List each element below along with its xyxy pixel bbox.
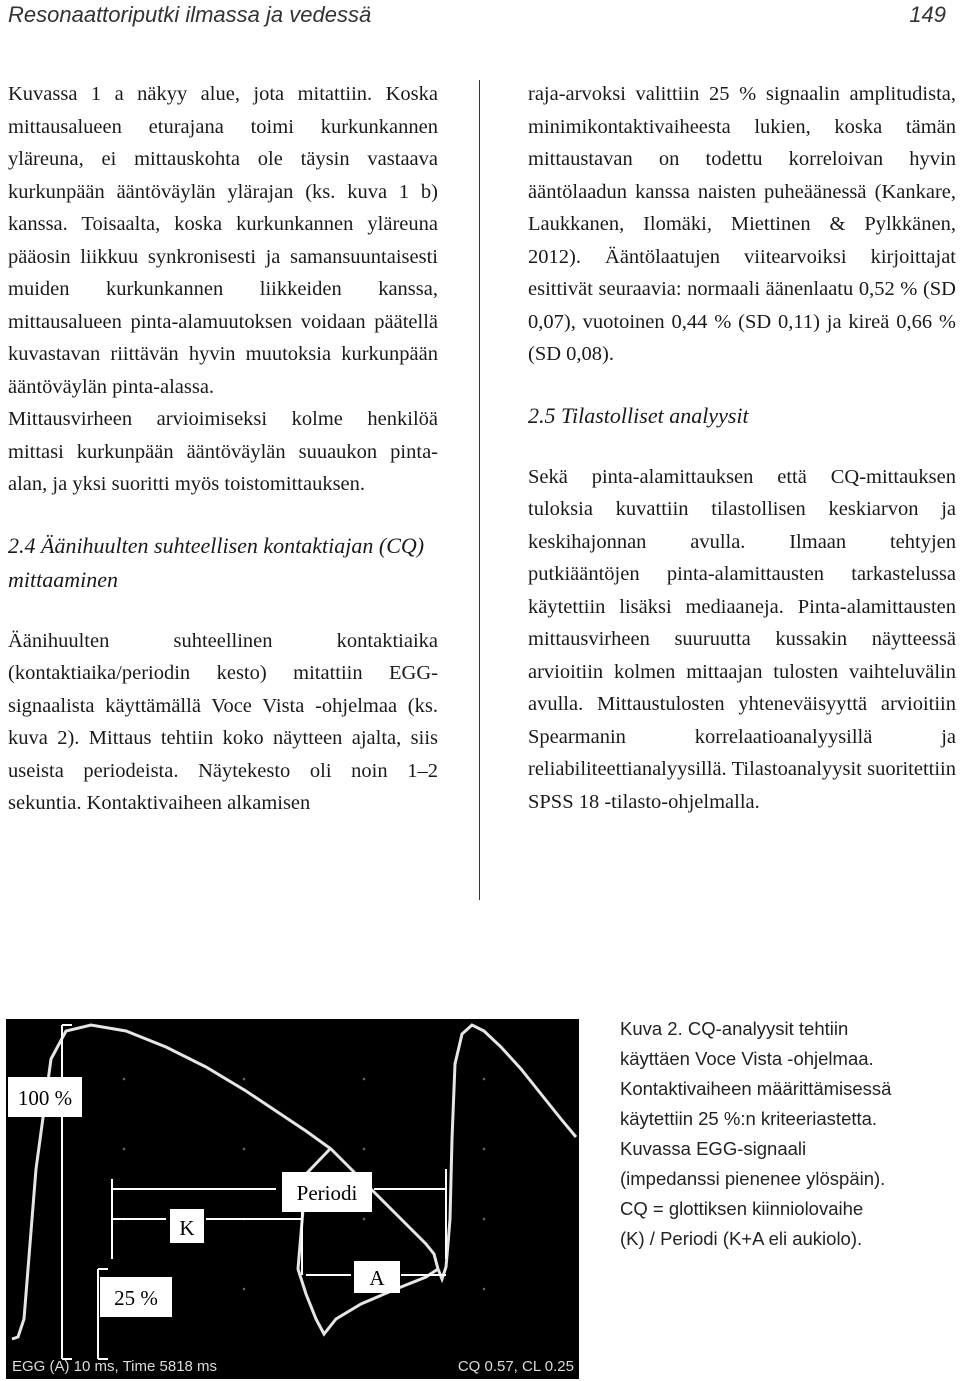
page-number: 149 xyxy=(909,2,946,27)
caption-line: (K) / Periodi (K+A eli aukiolo). xyxy=(620,1228,863,1249)
label-periodi: Periodi xyxy=(296,1181,358,1205)
caption-line: käyttäen Voce Vista -ohjelmaa. xyxy=(620,1048,874,1069)
caption-line: (impedanssi pienenee ylöspäin). xyxy=(620,1168,886,1189)
caption-line: Kontaktivaiheen määrittämisessä xyxy=(620,1078,892,1099)
left-paragraph-2: Mittausvirheen arvioimiseksi kolme henkilöä mittasi kurkunpään ääntöväylän suuaukon pinta-alan, ja yksi suoritti myös toistomittauksen. xyxy=(8,408,438,495)
caption-line: Kuvassa EGG-signaali xyxy=(620,1138,807,1159)
figure-caption xyxy=(620,1014,950,1254)
egg-figure-canvas xyxy=(6,1019,579,1379)
status-left: EGG (A) 10 ms, Time 5818 ms xyxy=(12,1358,218,1375)
left-column xyxy=(8,78,438,820)
label-a: A xyxy=(369,1266,385,1290)
label-25: 25 % xyxy=(114,1286,158,1310)
left-paragraph-1: Kuvassa 1 a näkyy alue, jota mitattiin. Koska mittausalueen eturajana toimi kurkunkannen yläreuna, ei mittauskohta ole täysin vastaava kurkunpään ääntöväylän ylärajan (ks. kuva 1 b) kanssa. Toisaalta, koska kurkunkannen yläreuna pääosin liikkuu synkronisesti ja samansuuntaisesti muiden kurkunkannen liikkeiden kanssa, mittausalueen pinta-alamuutoksen voidaan päätellä kuvastavan riittävän hyvin muutoksia kurkunpään ääntöväylän pinta-alassa. xyxy=(8,83,438,398)
left-paragraph-3: Äänihuulten suhteellinen kontaktiaika (kontaktiaika/periodin kesto) mitattiin EGG-signaalista käyttämällä Voce Vista -ohjelmaa (ks. kuva 2). Mittaus tehtiin koko näytteen ajalta, siis useista periodeista. Näytekesto oli noin 1–2 sekuntia. Kontaktivaiheen alkamisen xyxy=(8,629,438,814)
running-title: Resonaattoriputki ilmassa ja vedessä xyxy=(8,2,372,27)
egg-figure xyxy=(6,1019,579,1379)
right-paragraph-1: raja-arvoksi valittiin 25 % signaalin amplitudista, minimikontaktivaiheesta lukien, koska tämän mittaustavan on todettu korreloivan hyvin ääntölaadun kanssa naisten puheäänessä (Kankare, Laukkanen, Ilomäki, Miettinen & Pylkkänen, 2012). Ääntölaatujen viitearvoiksi kirjoittajat esittivät seuraavia: normaali äänenlaatu 0,52 % (SD 0,07), vuotoinen 0,44 % (SD 0,11) ja kireä 0,66 % (SD 0,08). xyxy=(528,83,956,365)
caption-line: käytettiin 25 %:n kriteeriastetta. xyxy=(620,1108,878,1129)
right-column xyxy=(528,78,956,818)
caption-line: CQ = glottiksen kiinniolovaihe xyxy=(620,1198,864,1219)
caption-line: Kuva 2. CQ-analyysit tehtiin xyxy=(620,1018,849,1039)
right-paragraph-2: Sekä pinta-alamittauksen että CQ-mittauksen tuloksia kuvattiin tilastollisen keskiarvon ja keskihajonnan avulla. Ilmaan tehtyjen putkiääntöjen pinta-alamittausten tarkastelussa käytettiin lisäksi mediaaneja. Pinta-alamittausten mittausvirheen suuruutta kussakin näytteessä arvioitiin kolmen mittaajan tulosten vaihteluvälin avulla. Mittaustulosten yhteneväisyyttä arvioitiin Spearmanin korrelaatioanalyysillä ja reliabiliteettianalyysillä. Tilastoanalyysit suoritettiin SPSS 18 -tilasto-ohjelmalla. xyxy=(528,465,956,813)
section-heading-2-5: 2.5 Tilastolliset analyysit xyxy=(528,402,749,428)
section-heading-2-4: 2.4 Äänihuulten suhteellisen kontaktiajan (CQ) mittaaminen xyxy=(8,532,425,592)
label-k: K xyxy=(179,1216,195,1240)
column-divider xyxy=(479,80,480,900)
label-100: 100 % xyxy=(17,1086,73,1110)
status-right: CQ 0.57, CL 0.25 xyxy=(457,1358,574,1375)
